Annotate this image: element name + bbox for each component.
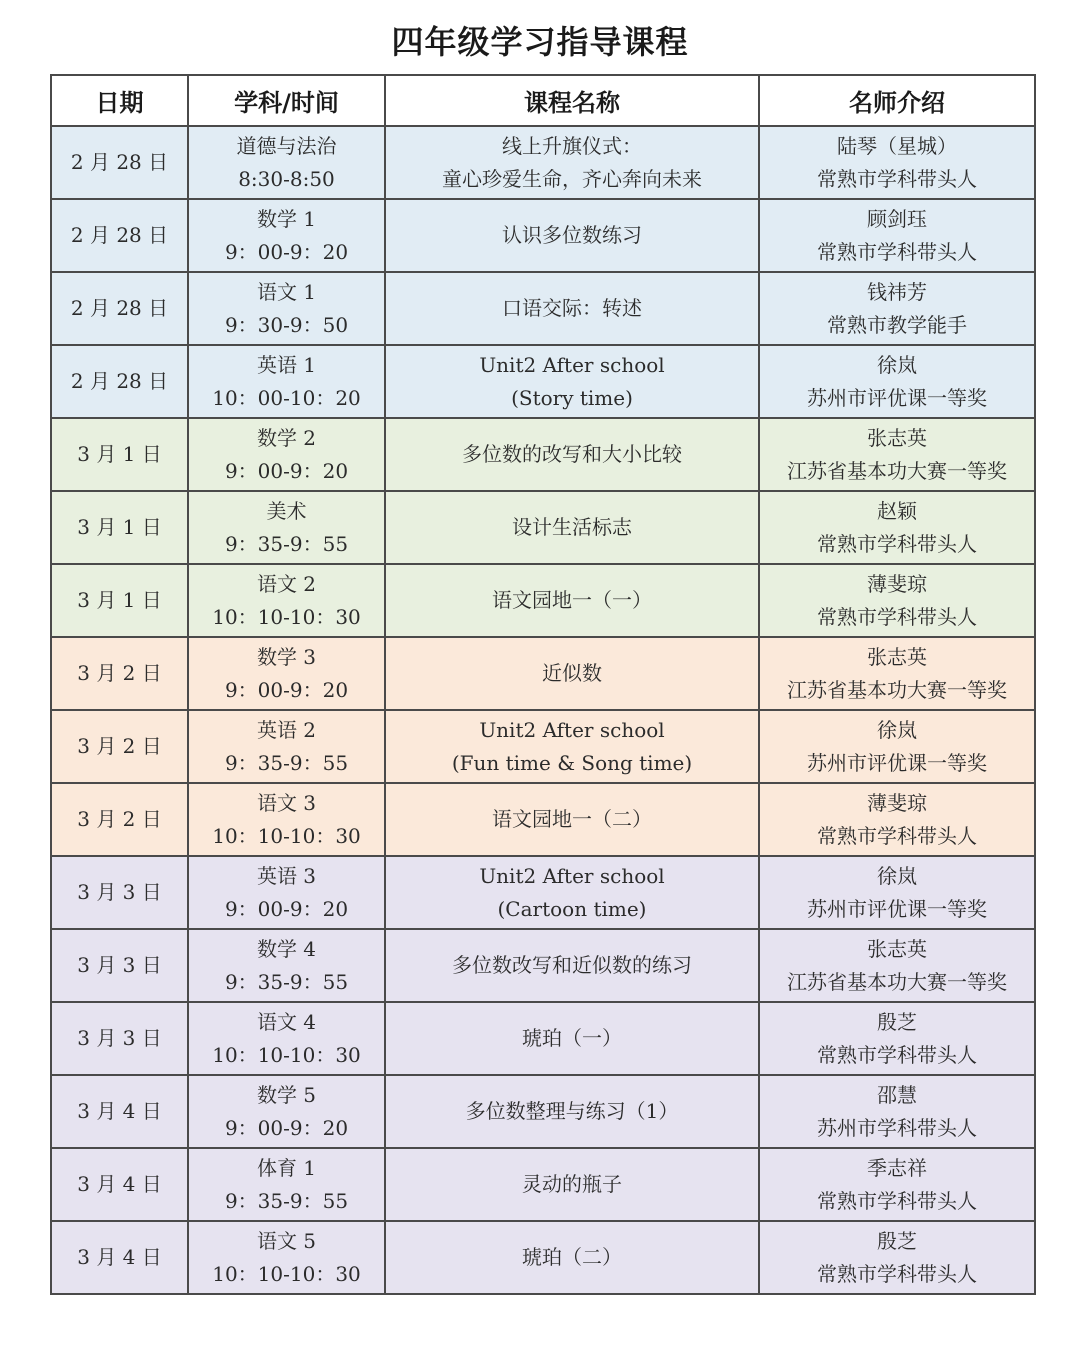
table-row bbox=[51, 783, 1035, 856]
subject-label: 道德与法治 bbox=[236, 133, 337, 158]
course-name-line: 灵动的瓶子 bbox=[522, 1172, 622, 1196]
teacher-title: 常熟市学科带头人 bbox=[817, 1188, 977, 1213]
course-name-line: (Story time) bbox=[511, 385, 633, 410]
teacher-cell bbox=[759, 491, 1035, 564]
page-title: 四年级学习指导课程 bbox=[391, 23, 689, 61]
table-body bbox=[51, 126, 1035, 1294]
teacher-name: 赵颖 bbox=[877, 498, 917, 523]
time-label: 9：35-9：55 bbox=[224, 531, 349, 556]
time-label: 9：00-9：20 bbox=[224, 458, 349, 483]
table-row bbox=[51, 856, 1035, 929]
subject-label: 体育 1 bbox=[256, 1155, 317, 1180]
teacher-cell bbox=[759, 564, 1035, 637]
teacher-title: 苏州市学科带头人 bbox=[817, 1115, 977, 1140]
date-cell: 3 月 4 日 bbox=[51, 1148, 188, 1221]
table-row bbox=[51, 272, 1035, 345]
subject-time-cell bbox=[188, 1075, 385, 1148]
subject-label: 英语 2 bbox=[256, 717, 317, 742]
teacher-name: 薄斐琼 bbox=[867, 790, 927, 815]
teacher-title: 江苏省基本功大赛一等奖 bbox=[787, 677, 1007, 702]
teacher-cell bbox=[759, 272, 1035, 345]
teacher-name: 徐岚 bbox=[877, 863, 917, 888]
teacher-cell bbox=[759, 1148, 1035, 1221]
course-name-line: Unit2 After school bbox=[479, 863, 665, 888]
teacher-title: 常熟市学科带头人 bbox=[817, 604, 977, 629]
teacher-name: 钱祎芳 bbox=[867, 279, 927, 304]
subject-time-cell bbox=[188, 1148, 385, 1221]
time-label: 9：35-9：55 bbox=[224, 750, 349, 775]
teacher-name: 薄斐琼 bbox=[867, 571, 927, 596]
subject-time-cell bbox=[188, 564, 385, 637]
subject-time-cell bbox=[188, 929, 385, 1002]
course-name-cell bbox=[385, 272, 759, 345]
table-row bbox=[51, 418, 1035, 491]
course-name-cell bbox=[385, 1221, 759, 1294]
teacher-cell bbox=[759, 637, 1035, 710]
course-name-cell bbox=[385, 856, 759, 929]
subject-time-cell bbox=[188, 783, 385, 856]
time-label: 9：35-9：55 bbox=[224, 969, 349, 994]
subject-time-cell bbox=[188, 126, 385, 199]
header-subject-time: 学科/时间 bbox=[188, 75, 385, 126]
course-name-cell bbox=[385, 418, 759, 491]
course-name-line: 语文园地一（一） bbox=[492, 588, 652, 612]
course-name-line: 线上升旗仪式： bbox=[502, 133, 642, 158]
course-name-cell bbox=[385, 1075, 759, 1148]
teacher-name: 张志英 bbox=[867, 425, 927, 450]
teacher-title: 苏州市评优课一等奖 bbox=[807, 896, 987, 921]
subject-time-cell bbox=[188, 637, 385, 710]
time-label: 9：00-9：20 bbox=[224, 677, 349, 702]
course-name-cell bbox=[385, 1148, 759, 1221]
date-cell: 3 月 1 日 bbox=[51, 418, 188, 491]
teacher-title: 常熟市教学能手 bbox=[827, 312, 967, 337]
course-name-line: 多位数改写和近似数的练习 bbox=[452, 953, 692, 977]
course-name-line: 认识多位数练习 bbox=[502, 223, 642, 247]
course-name-line: (Cartoon time) bbox=[497, 896, 647, 921]
teacher-name: 陆琴（星城） bbox=[837, 133, 957, 158]
subject-label: 语文 4 bbox=[256, 1009, 317, 1034]
time-label: 9：30-9：50 bbox=[224, 312, 349, 337]
teacher-cell bbox=[759, 710, 1035, 783]
course-name-line: Unit2 After school bbox=[479, 717, 665, 742]
teacher-title: 江苏省基本功大赛一等奖 bbox=[787, 969, 1007, 994]
subject-label: 语文 5 bbox=[256, 1228, 317, 1253]
course-name-cell bbox=[385, 929, 759, 1002]
schedule-table bbox=[50, 74, 1036, 1295]
table-row bbox=[51, 710, 1035, 783]
table-row bbox=[51, 637, 1035, 710]
date-cell: 3 月 3 日 bbox=[51, 856, 188, 929]
teacher-name: 张志英 bbox=[867, 644, 927, 669]
teacher-name: 张志英 bbox=[867, 936, 927, 961]
time-label: 9：00-9：20 bbox=[224, 896, 349, 921]
date-cell: 2 月 28 日 bbox=[51, 199, 188, 272]
course-name-cell bbox=[385, 783, 759, 856]
table-row bbox=[51, 564, 1035, 637]
table-header bbox=[51, 75, 1035, 126]
subject-time-cell bbox=[188, 491, 385, 564]
teacher-cell bbox=[759, 929, 1035, 1002]
table-row bbox=[51, 491, 1035, 564]
time-label: 10：10-10：30 bbox=[212, 1042, 361, 1067]
subject-label: 数学 5 bbox=[256, 1082, 317, 1107]
course-name-cell bbox=[385, 1002, 759, 1075]
time-label: 8:30-8:50 bbox=[238, 166, 335, 191]
date-cell: 2 月 28 日 bbox=[51, 345, 188, 418]
table-row bbox=[51, 1002, 1035, 1075]
time-label: 9：00-9：20 bbox=[224, 239, 349, 264]
subject-label: 数学 1 bbox=[256, 206, 317, 231]
course-name-line: 多位数的改写和大小比较 bbox=[462, 442, 682, 466]
time-label: 10：10-10：30 bbox=[212, 604, 361, 629]
course-name-cell bbox=[385, 345, 759, 418]
course-name-line: Unit2 After school bbox=[479, 352, 665, 377]
date-cell: 3 月 2 日 bbox=[51, 783, 188, 856]
teacher-cell bbox=[759, 783, 1035, 856]
table-row bbox=[51, 345, 1035, 418]
teacher-cell bbox=[759, 1002, 1035, 1075]
subject-time-cell bbox=[188, 418, 385, 491]
subject-label: 数学 3 bbox=[256, 644, 317, 669]
subject-label: 数学 4 bbox=[256, 936, 317, 961]
date-cell: 2 月 28 日 bbox=[51, 272, 188, 345]
course-name-line: 童心珍爱生命，齐心奔向未来 bbox=[442, 166, 702, 191]
subject-time-cell bbox=[188, 199, 385, 272]
teacher-cell bbox=[759, 345, 1035, 418]
date-cell: 3 月 3 日 bbox=[51, 929, 188, 1002]
subject-time-cell bbox=[188, 710, 385, 783]
teacher-cell bbox=[759, 1221, 1035, 1294]
teacher-name: 邵慧 bbox=[877, 1082, 917, 1107]
header-teacher-intro: 名师介绍 bbox=[759, 75, 1035, 126]
course-name-line: 口语交际：转述 bbox=[502, 296, 642, 320]
teacher-cell bbox=[759, 418, 1035, 491]
time-label: 10：10-10：30 bbox=[212, 1261, 361, 1286]
teacher-name: 殷芝 bbox=[877, 1228, 917, 1253]
course-name-cell bbox=[385, 491, 759, 564]
teacher-title: 江苏省基本功大赛一等奖 bbox=[787, 458, 1007, 483]
teacher-title: 常熟市学科带头人 bbox=[817, 1261, 977, 1286]
teacher-name: 季志祥 bbox=[867, 1155, 927, 1180]
course-name-line: 琥珀（一） bbox=[522, 1026, 622, 1050]
date-cell: 3 月 1 日 bbox=[51, 564, 188, 637]
teacher-title: 苏州市评优课一等奖 bbox=[807, 385, 987, 410]
teacher-cell bbox=[759, 856, 1035, 929]
subject-time-cell bbox=[188, 345, 385, 418]
teacher-cell bbox=[759, 126, 1035, 199]
subject-time-cell bbox=[188, 1002, 385, 1075]
table-row bbox=[51, 126, 1035, 199]
time-label: 10：00-10：20 bbox=[212, 385, 361, 410]
header-course-name: 课程名称 bbox=[385, 75, 759, 126]
course-name-cell bbox=[385, 710, 759, 783]
time-label: 10：10-10：30 bbox=[212, 823, 361, 848]
course-name-line: 多位数整理与练习（1） bbox=[465, 1099, 679, 1123]
teacher-title: 常熟市学科带头人 bbox=[817, 823, 977, 848]
course-name-cell bbox=[385, 564, 759, 637]
table-row bbox=[51, 1075, 1035, 1148]
table-row bbox=[51, 1148, 1035, 1221]
course-name-line: 近似数 bbox=[542, 661, 602, 685]
teacher-name: 顾剑珏 bbox=[867, 206, 927, 231]
teacher-name: 殷芝 bbox=[877, 1009, 917, 1034]
teacher-title: 常熟市学科带头人 bbox=[817, 531, 977, 556]
subject-label: 语文 3 bbox=[256, 790, 317, 815]
subject-time-cell bbox=[188, 1221, 385, 1294]
course-name-line: (Fun time & Song time) bbox=[451, 750, 693, 775]
header-date: 日期 bbox=[51, 75, 188, 126]
date-cell: 3 月 4 日 bbox=[51, 1075, 188, 1148]
teacher-cell bbox=[759, 199, 1035, 272]
date-cell: 3 月 2 日 bbox=[51, 710, 188, 783]
subject-label: 美术 bbox=[266, 498, 307, 523]
date-cell: 2 月 28 日 bbox=[51, 126, 188, 199]
course-name-line: 设计生活标志 bbox=[512, 515, 632, 539]
course-name-line: 琥珀（二） bbox=[522, 1245, 622, 1269]
subject-label: 语文 2 bbox=[256, 571, 317, 596]
date-cell: 3 月 4 日 bbox=[51, 1221, 188, 1294]
table-row bbox=[51, 1221, 1035, 1294]
teacher-name: 徐岚 bbox=[877, 717, 917, 742]
subject-time-cell bbox=[188, 272, 385, 345]
time-label: 9：00-9：20 bbox=[224, 1115, 349, 1140]
subject-label: 数学 2 bbox=[256, 425, 317, 450]
course-name-cell bbox=[385, 637, 759, 710]
date-cell: 3 月 2 日 bbox=[51, 637, 188, 710]
course-name-cell bbox=[385, 199, 759, 272]
subject-label: 语文 1 bbox=[256, 279, 317, 304]
course-name-line: 语文园地一（二） bbox=[492, 807, 652, 831]
teacher-cell bbox=[759, 1075, 1035, 1148]
teacher-title: 常熟市学科带头人 bbox=[817, 239, 977, 264]
table-row bbox=[51, 929, 1035, 1002]
date-cell: 3 月 1 日 bbox=[51, 491, 188, 564]
subject-label: 英语 1 bbox=[256, 352, 317, 377]
time-label: 9：35-9：55 bbox=[224, 1188, 349, 1213]
teacher-title: 苏州市评优课一等奖 bbox=[807, 750, 987, 775]
subject-time-cell bbox=[188, 856, 385, 929]
table-row bbox=[51, 199, 1035, 272]
course-name-cell bbox=[385, 126, 759, 199]
date-cell: 3 月 3 日 bbox=[51, 1002, 188, 1075]
teacher-title: 常熟市学科带头人 bbox=[817, 166, 977, 191]
subject-label: 英语 3 bbox=[256, 863, 317, 888]
teacher-title: 常熟市学科带头人 bbox=[817, 1042, 977, 1067]
teacher-name: 徐岚 bbox=[877, 352, 917, 377]
